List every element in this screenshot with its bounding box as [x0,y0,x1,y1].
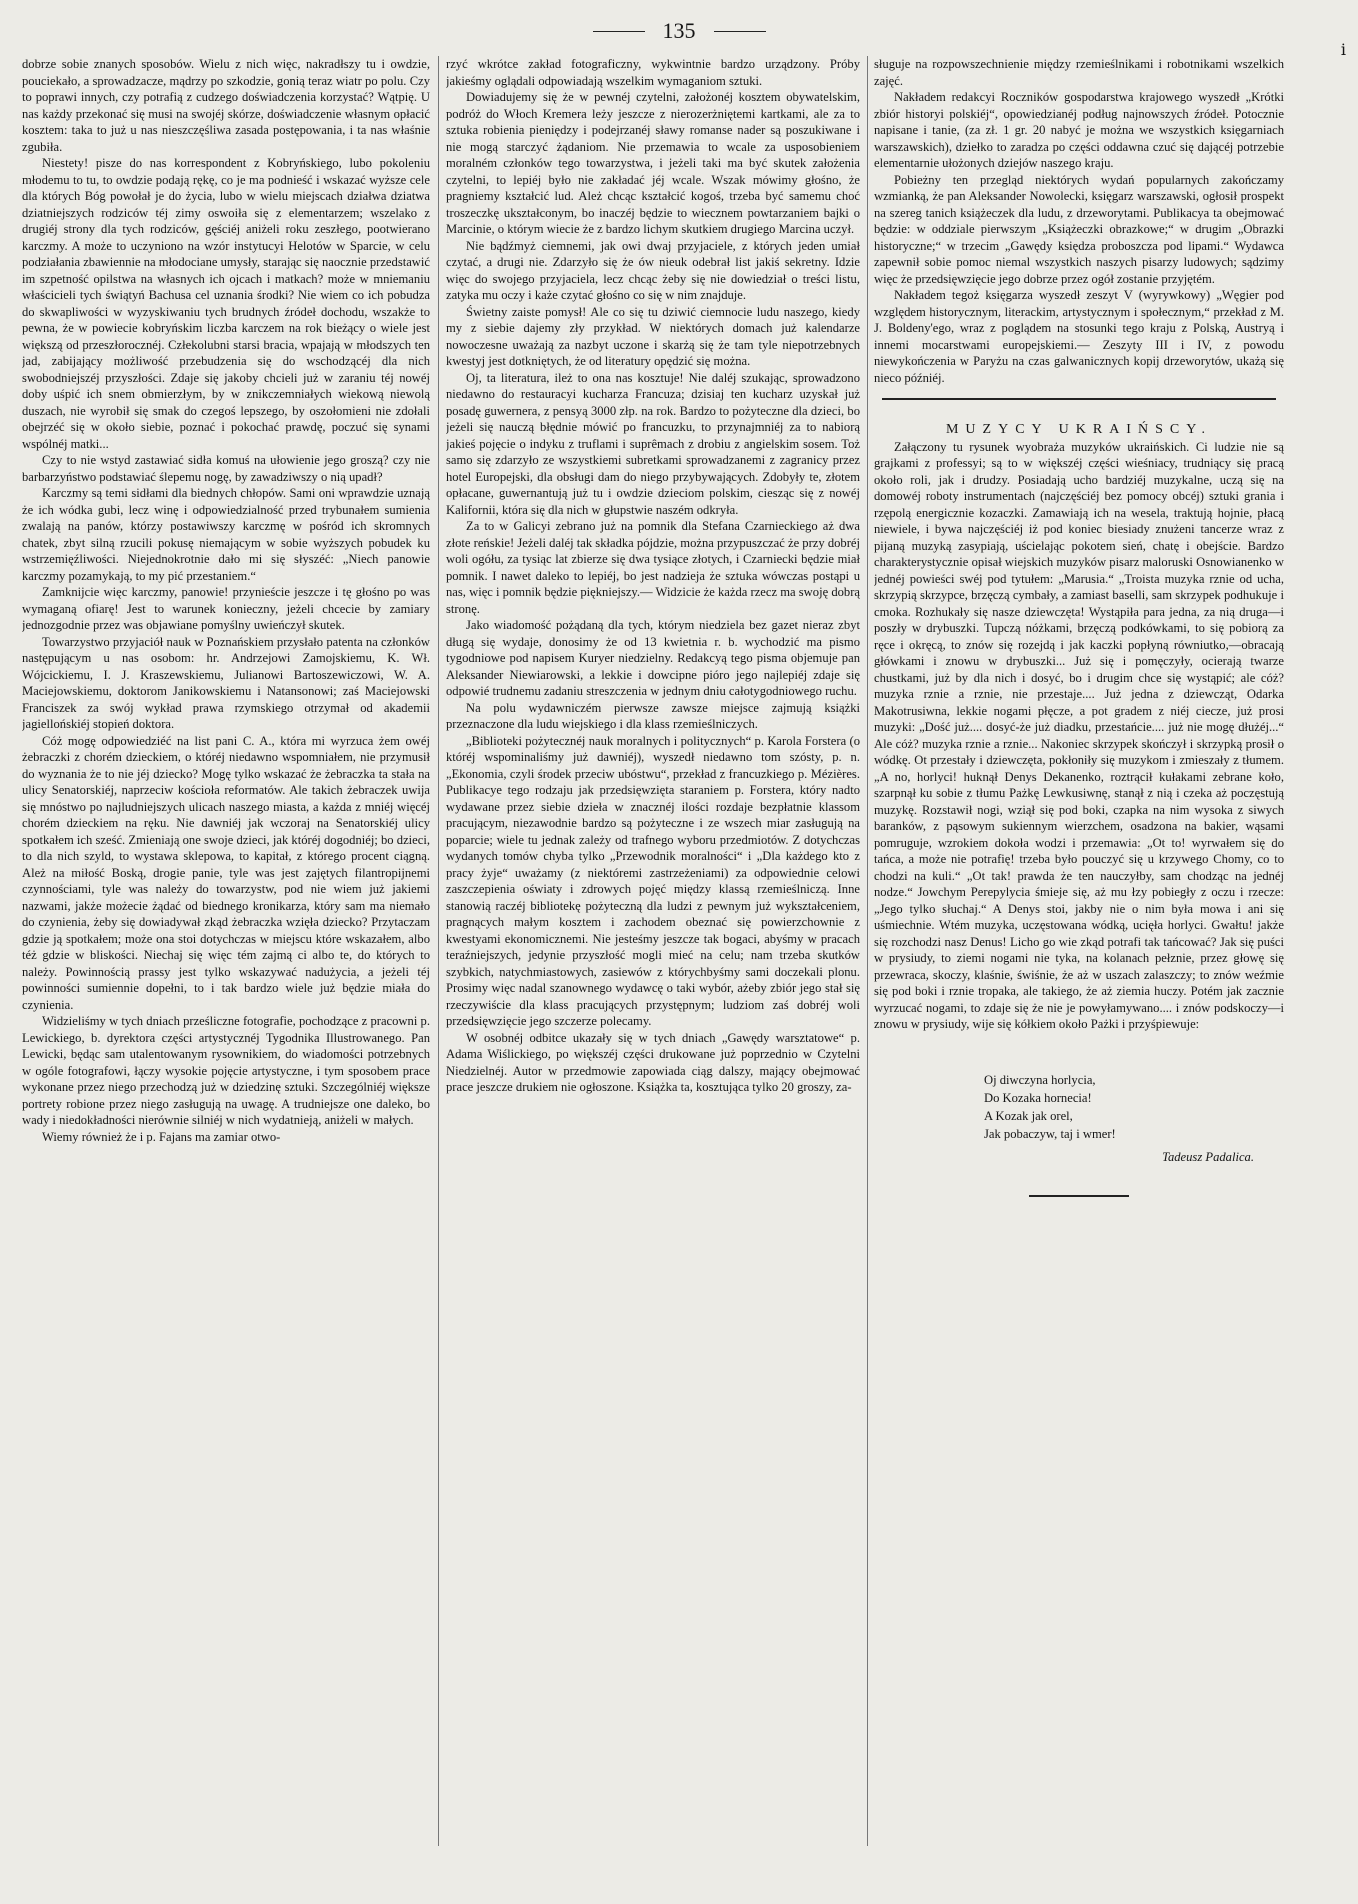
paragraph: Na polu wydawniczém pierwsze zawsze miejsce zajmują książki przeznaczone dla ludu wiejskiego i dla klass rzemieślniczych. [446,700,860,731]
signature: Tadeusz Padalica. [1162,1149,1254,1164]
paragraph: W osobnéj odbitce ukazały się w tych dniach „Gawędy warsztatowe“ p. Adama Wiślickiego, po większéj części drukowane już poprzednio w Czytelni Niedzielnéj. Autor w przedmowie zapowiada ciąg dalszy, mający obejmować prace jeszcze drukiem nie ogłoszone. Książka ta, kosztująca tylko 20 groszy, za- [446,1030,860,1094]
article-body [874,439,1284,1033]
paragraph: Jako wiadomość pożądaną dla tych, którym niedziela bez gazet nieraz zbyt długą się wydaje, donosimy że od 13 kwietnia r. b. wychodzić ma pismo tygodniowe pod napisem Kuryer niedzielny. Redakcyą tego pisma objemuje pan Aleksander Niewiarowski, a lekkie i dowcipne pióro jego najlepiéj zdaje się odpowié trudnemu zadaniu streszczenia w jednym dniu całotygodniowego ruchu. [446,618,860,698]
paragraph: dobrze sobie znanych sposobów. Wielu z nich więc, nakradłszy tu i owdzie, pouciekało, a sprowadzacze, mądrzy po szkodzie, gonią teraz wiatr po polu. Czy to poprawi innych, czy potrafią z cudzego doświadczenia korzystać? Wątpię. U nas każdy przekonać się musi na swojéj skórze, doświadczenie własnym opłacić kosztem: taka to już u nas nieszczęśliwa zasada postępowania, i ta nas właśnie zgubiła. [22,57,430,154]
paragraph: Zamknijcie więc karczmy, panowie! przynieście jeszcze i tę głośno po was wymaganą ofiarę! Jest to warunek konieczny, jeżeli chcecie by zamiary jednozgodnie przez was objawiane pomyślny uwieńczył skutek. [22,585,430,632]
paragraph: Świetny zaiste pomysł! Ale co się tu dziwić ciemnocie ludu naszego, kiedy my z siebie dajemy zły przykład. W niektórych domach już kalendarze nowoczesne uważają za nazbyt uczone i skarżą się że tam tyle niepotrzebnych kwestyj jest dotkniętych, że od literatury opędzić się można. [446,304,860,368]
paragraph: „Biblioteki pożytecznéj nauk moralnych i politycznych“ p. Karola Forstera (o któréj wspominaliśmy już dawniéj), wyszedł niedawno tom szósty, p. n. „Ekonomia, czyli środek przeciw ubóstwu“, przekład z francuzkiego p. Mézières. Publikacye tego rodzaju jak przedsięwzięta staraniem p. Forstera, który nadto wydawane przez siebie dzieła w znacznéj ilości rozdaje bezpłatnie klassom pracującym, niezawodnie bardzo są pożyteczne i ze wszech miar zasługują na poparcie; wiele tu jednak zależy od trafnego wyboru przedmiotów. Z dotychczas wydanych tomów chyba tylko „Przewodnik moralności“ i „Dla każdego kto z pracy żyje“ uważamy (z niektóremi zastrzeżeniami) za odpowiednie celowi zaszczepienia oświaty i zdrowych pojęć między klassą rzemieślniczą. Inne stanowią raczéj bibliotekę pożyteczną dla ludzi z pewnym już wykształceniem, pragnących małym kosztem i zachodem obeznać się powierzchownie z kwestyami ekonomicznemi. Nie jesteśmy jeszcze tak bogaci, abyśmy w pracach teraźniejszych, jedynie przyszłość mogli mieć na celu; nam trzeba skutków szybkich, natychmiastowych, zasiewów z którychbyśmy sami doczekali plonu. Prosimy więc nadal szanownego wydawcę o taki wybór, ażeby zbiór jego stał się rzeczywiście dla klass pracujących przystępnym; ludziom zaś dobréj woli przedsięwzięcie jego szczerze polecamy. [446,733,860,1028]
poem-line: Oj diwczyna horlycia, [984,1072,1096,1087]
header-rule-left [593,31,645,32]
paragraph: Za to w Galicyi zebrano już na pomnik dla Stefana Czarnieckiego aż dwa złote reńskie! Jeżeli daléj tak składka pójdzie, można przypuszczać że przy dobréj woli ogółu, za tysiąc lat zbierze się dwa tysiące złotych, i Czarniecki będzie miał pomnik. I nawet daleko to lepiéj, bo jest nadzieja że sztuka wówczas postąpi u nas, więc i pomnik będzie piękniejszy.— Widzicie że każda rzecz ma swoję dobrą stronę. [446,519,860,616]
corner-mark: i [1340,40,1346,59]
paragraph: Nakładem tegoż księgarza wyszedł zeszyt V (wyrywkowy) „Węgier pod względem historycznym, literackim, artystycznym i społecznym,“ przekład z M. J. Boldeny'ego, wraz z poglądem na stosunki tego kraju z Polską, Austryą i innemi mocarstwami europejskiemi.— Zeszyty III i IV, z powodu niewykończenia w Paryżu na czas galwanicznych kopij drzeworytów, ukażą się nieco późniéj. [874,288,1284,385]
end-rule [1029,1195,1129,1197]
column-divider-1 [438,56,439,1846]
column-divider-2 [867,56,868,1846]
paragraph: Towarzystwo przyjaciół nauk w Poznańskiem przysłało patenta na członków następującym u nas osobom: hr. Andrzejowi Zamojskiemu, K. Wł. Wójcickiemu, I. J. Kraszewskiemu, Julianowi Bartoszewiczowi, W. A. Maciejowskiemu, doktorom Janikowskiemu i Natansonowi; zaś Maciejowski Franciszek za swój wykład prawa rzymskiego otrzymał od akademii jagiellońskiéj stopień doktora. [22,634,430,731]
page-header [0,14,1358,48]
header-rule-right [714,31,766,32]
paragraph: sługuje na rozpowszechnienie między rzemieślnikami i robotnikami wszelkich zajęć. [874,57,1284,88]
paragraph: Czy to nie wstyd zastawiać sidła komuś na ułowienie jego groszą? czy nie barbarzyństwo podstawiać ślepemu nogę, by zawadziwszy o nią upadł? [22,453,430,484]
paragraph: Widzieliśmy w tych dniach prześliczne fotografie, pochodzące z pracowni p. Lewickiego, b. dyrektora części artystycznéj Tygodnika Illustrowanego. Pan Lewicki, będąc sam utalentowanym rysownikiem, do wiadomości potrzebnych w ogóle fotografowi, łączy wysokie pojęcie artystyczne, i tym sposobem prace wykonane przez niego przechodzą już w dziedzinę sztuki. Szczególniéj większe portrety robione przez niego zasługują na uwagę. A trudniejsze one daleko, bo wady i niedokładności nierównie silniéj w nich wydatnieją, aniżeli w małych. [22,1014,430,1127]
paragraph: Nie bądźmyż ciemnemi, jak owi dwaj przyjaciele, z których jeden umiał czytać, a drugi nie. Zdarzyło się że ów nieuk odebrał list jakiś sekretny. Idzie więc do swojego przyjaciela, lecz chcąc żeby się nie dowiedział o treści listu, zatyka mu oczy i każe czytać głośno co się w nim znajduje. [446,238,860,302]
column-2 [446,56,860,1846]
paragraph: Oj, ta literatura, ileż to ona nas kosztuje! Nie daléj szukając, sprowadzono niedawno do restauracyi kucharza Francuza; dzisiaj ten kucharz uzyskał już posadę guwernera, z pensyą 3000 złp. na rok. Bardzo to pożyteczne dla dzieci, bo jeżeli się nauczą błędnie mówić po francuzku, to przynajmniéj za to nabiorą jakieś pojęcie o indyku z truflami i suprêmach z drobiu z angielskim sosem. Toż samo się zdarzyło ze wszystkiemi subretkami sprowadzanemi z zagranicy przez hotel Europejski, dla obsługi dam do niego przybywających. Zdobyły te, złotem opłacane, guwernantują już tu i owdzie dzieciom polskim, ciesząc się z nowéj Kalifornii, która się dla nich w głupstwie naszém odkryła. [446,370,860,517]
column-3 [874,56,1284,1846]
section-divider [882,398,1276,400]
poem-line: A Kozak jak orel, [984,1108,1073,1123]
page-number: 135 [662,18,696,43]
poem-line: Do Kozaka hornecia! [984,1090,1092,1105]
paragraph: Pobieżny ten przegląd niektórych wydań popularnych zakończamy wzmianką, że pan Aleksander Nowolecki, księgarz warszawski, ogłosił prospekt na szereg tanich książeczek dla ludu, z drzeworytami. Publikacya ta obejmować będzie: w oddziale pierwszym „Książeczki obrazkowe;“ w drugim „Obrazki historyczne;“ w trzecim „Gawędy księdza proboszcza pod lipami.“ Wydawca zapewnił sobie pomoc niemal wszystkich naszych pisarzy ludowych; sądzimy więc że przedsięwzięcie jego dobrze przez ogół zostanie przyjętém. [874,172,1284,286]
paragraph: Dowiadujemy się że w pewnéj czytelni, założonéj kosztem obywatelskim, podróż do Włoch Kremera leży jeszcze z nierozerżniętemi kartkami, ale za to sztuka robienia pieniędzy i podejrzanéj sławy romanse nader są poszukiwane i nie mogą starczyć żądaniom. Nie przemawia to wcale za usposobieniem moralném członków tego towarzystwa, i jeżeli taki ma być skutek założenia czytelni, to lepiéj było nie zakładać jéj wcale. Wszak mówimy głośno, że pragniemy kształcić lud. Ależ chcąc kształcić kogoś, trzeba być samemu choć troszeczkę ukształconym, bo inaczéj będzie to wiecznem powtarzaniem bajki o Marcinie, o którym wiecie że z bardzo lichym skutkiem drugiego Marcina uczył. [446,90,860,236]
paragraph: Nakładem redakcyi Roczników gospodarstwa krajowego wyszedł „Krótki zbiór historyi polskiéj“, opowiedzianéj podług najnowszych źródeł. Potocznie napisane i tanie, (za zł. 1 gr. 20 nabyć je można we wszystkich księgarniach warszawskich), dziełko to zaradza po części oddawna czuć się dającéj potrzebie elementarnie ułożonych dziejów naszego kraju. [874,90,1284,170]
column-3-news [874,56,1284,386]
paragraph: Niestety! pisze do nas korrespondent z Kobryńskiego, lubo pokoleniu młodemu to tu, to owdzie podają rękę, co je ma podnieść i wskazać wyższe cele dla których Bóg powołał je do życia, lubo w wielu miejscach działwa dziatwa dziatniejszych rodziców téj zimy oswoiła się z elementarzem; wszelako z drugiéj strony dla tych rodziców, gęściéj aniżeli roku zeszłego, pootwierano karczmy. A może to uczyniono na wzór instytucyi Helotów w Sparcie, w celu podziałania zbawiennie na młodociane umysły, starając się naocznie przedstawić im szpetność opilstwa na własnych ich ojcach i matkach? może w mniemaniu właścicieli tych świątyń Bachusa cel uznania środki? Nie wiem co ich pobudza do skwapliwości w wyzyskiwaniu tych brudnych źródeł dochodu, wszakże to pewna, że w powiecie kobryńskim liczba karczem na rok bieżący o wiele jest większą od przeszłorocznéj. Człekolubni starsi bracia, wpajają w młodszych ten jad, zabijający możliwość przebudzenia się do wschodzącéj dla nich swobodniejszéj przyszłości. Zdaje się jakoby chcieli już w zaraniu téj nowéj doby uśpić ich snem obmierzłym, by w znikczemniałych wiekową niewolą duszach, nie wyrobił się smak do czegoś lepszego, by oszołomieni nie zdołali obejrzéć się w około siebie, poznać i pokochać prawdę, poczuć się synami wspólnéj matki... [22,156,430,451]
poem-line: Jak pobaczyw, taj i wmer! [984,1126,1116,1141]
paragraph: Cóż mogę odpowiedziéć na list pani C. A., która mi wyrzuca żem owéj żebraczki z chorém dzieckiem, o któréj niedawno wspomniałem, nie przymusił do wyznania że to nie jéj dziecko? Mogę tylko wskazać że żebraczka ta stała na ulicy Senatorskiéj, naprzeciw kościoła reformatów. Ale takich żebraczek uwija się mnóstwo po najludniejszych ulicach naszego miasta, a każda z mniéj więcéj chorém dzieckiem na ręku. Nie dawniéj jak wczoraj na Senatorskiéj ulicy spotkałem ich sześć. Zmieniają one swoje dzieci, jak któréj dogodniéj; bo dzieci, to dla nich szyld, to wystawa sklepowa, to kapitał, z którego procent ciągną. Ależ na miłość Boską, drogie panie, tyle was jest zajętych filantropijnemi czynnościami, tyle was należy do towarzystw, pod nie wiem już jakiemi nazwami, jakże możecie żądać od biednego kronikarza, który sam ma niemało do czynienia, żeby się dowiadywał zkąd żebraczka wzięła dziecko? Przytaczam gdzie ją spotkałem; może ona stoi dotychczas w miejscu które wskazałem, albo téż gdzie w bliskości. Niechaj się więc tém zajmą ci albo te, do których to należy. Powinnością prassy jest tylko wskazywać nadużycia, a jeżeli téj powinności sumiennie dopełni, to i tak bardzo wiele już będzie miała do czynienia. [22,733,430,1012]
paragraph: Załączony tu rysunek wyobraża muzyków ukraińskich. Ci ludzie nie są grajkami z professyi; są to w większéj części wieśniacy, trudniący się pracą około roli, jak i drudzy. Posiadają ucho bardziéj muzykalne, uczą się na domowéj roboty instrumentach (najczęściéj bez pomocy obcéj) sztuki grania i rzępolą energicznie kozaczki. Zamawiają ich na wesela, traktują hojnie, płacą niewiele, i bywa najczęściéj iż pod koniec biesiady znużeni tancerze wraz z pijaną muzyką zasypiają, uścielając pokotem sień, chatę i obejście. Bardzo charakterystycznie opisał wiejskich muzyków pisarz maloruski Osnowianenko w jednéj powieści swéj pod tytułem: „Marusia.“ „Troista muzyka rznie od ucha, skrzypią skrzypce, brzęczą cymbały, a zamiast baselli, sam skrzypek podhukuje i cmoka. Rozhukały się nasze dziewczęta! Wystąpiła para jedna, za nią druga—i poszły w drybuszki. Tupczą nóżkami, brzęczą podkówkami, to się pobiorą za ręce i okręcą, to znów się rozejdą i jak kaczki popłyną równiutko,—obracają główkami i znowu w drybuszki... Już się i pomęczyły, ocierają twarze chustkami, już by dla nich i dosyć, bo i drugim chce się wystąpić; ale cóż? muzyka rznie a rznie, nie przestaje.... Już jedna z dziewcząt, Odarka Makotrusiwna, lekkie nogami płęcze, a pot gradem z niéj ciecze, już prosi muzyki: „Dość już.... dosyć-że już diadku, przestańcie.... już nie mogę dłużéj...“ Ale cóż? muzyka rznie a rznie... Nakoniec skrzypek skończył i skrzypką prosił o wódkę. Ot przestały i dziewczęta, pokłoniły się muzykom i zmieszały z tłumem. „A no, horlyci! huknął Denys Dekanenko, roztrącił kułakami zebrane koło, szarpnął ku sobie z tłumu Pażkę Lewkusiwnę, stanął z nią i czeka aż poczęstują muzykę. Rozstawił nogi, wziął się pod boki, czapka na nim wysoka z siwych baranków, z pąsowym sukiennym wierzchem, osadzona na bakier, wąsami pomruguje, wzrokiem dokoła wodzi i przemawia: „Ot to! wyrwałem się do tańca, a może nie potrafię! trzeba było pouczyć się u krzywego Chomy, co to chodzi na kuli.“ „Ot tak! prawda że ten nauczyłby, sam chodząc na jednéj nodze.“ Jowchym Perepylycia śmieje się, aż mu łzy pobiegły z oczu i rzecze: „Jego tylko słuchaj.“ A Denys stoi, jakby nie o nim była mowa i ani się uśmiechnie. Wtém muzyka, uczęstowana wódką, ucięła horlyci. Gwałtu! jakże się rozchodzi nasz Denus! Licho go wie zkąd potrafi tak tańcować? Jak się puści w prysiudy, to ziemi nogami nie tyka, na kolanach pełznie, przez głowę się przewraca, skoczy, klaśnie, świśnie, że aż w uszach zalaszczy; to znów weźmie się pod boki i rznie tropaka, ale takiego, że aż ziemia huczy. Potém jak zacznie wyrzucać nogami, to zdaje się że nie je powyłamywano.... i znów podskoczy—i znowu w prysiudy, wije się kółkiem około Pażki i przyśpiewuje: [874,439,1284,1031]
paragraph: Wiemy również że i p. Fajans ma zamiar otwo- [42,1129,281,1144]
poem [984,1071,1284,1143]
paragraph: Karczmy są temi sidłami dla biednych chłopów. Sami oni wprawdzie uznają że ich wódka gubi, lecz winę i odpowiedzialność przed trybunałem sumienia zwalają na panów, którzy postawiwszy karczmę w pośród ich skromnych chatek, zbyt silną rzucili pokusę niemającym w sobie wyższych pobudek ku wstrzemięźliwości. Niejednokrotnie dało mi się słyszéć: „Niech panowie karczmy pozamykają, to my pić przestaniem.“ [22,486,430,583]
section-title: MUZYCY UKRAIŃSCY. [945,422,1213,437]
paragraph: rzyć wkrótce zakład fotograficzny, wykwintnie bardzo urządzony. Próby jakieśmy oglądali odpowiadają wszelkim wymaganiom sztuki. [446,57,860,88]
column-1 [22,56,430,1846]
